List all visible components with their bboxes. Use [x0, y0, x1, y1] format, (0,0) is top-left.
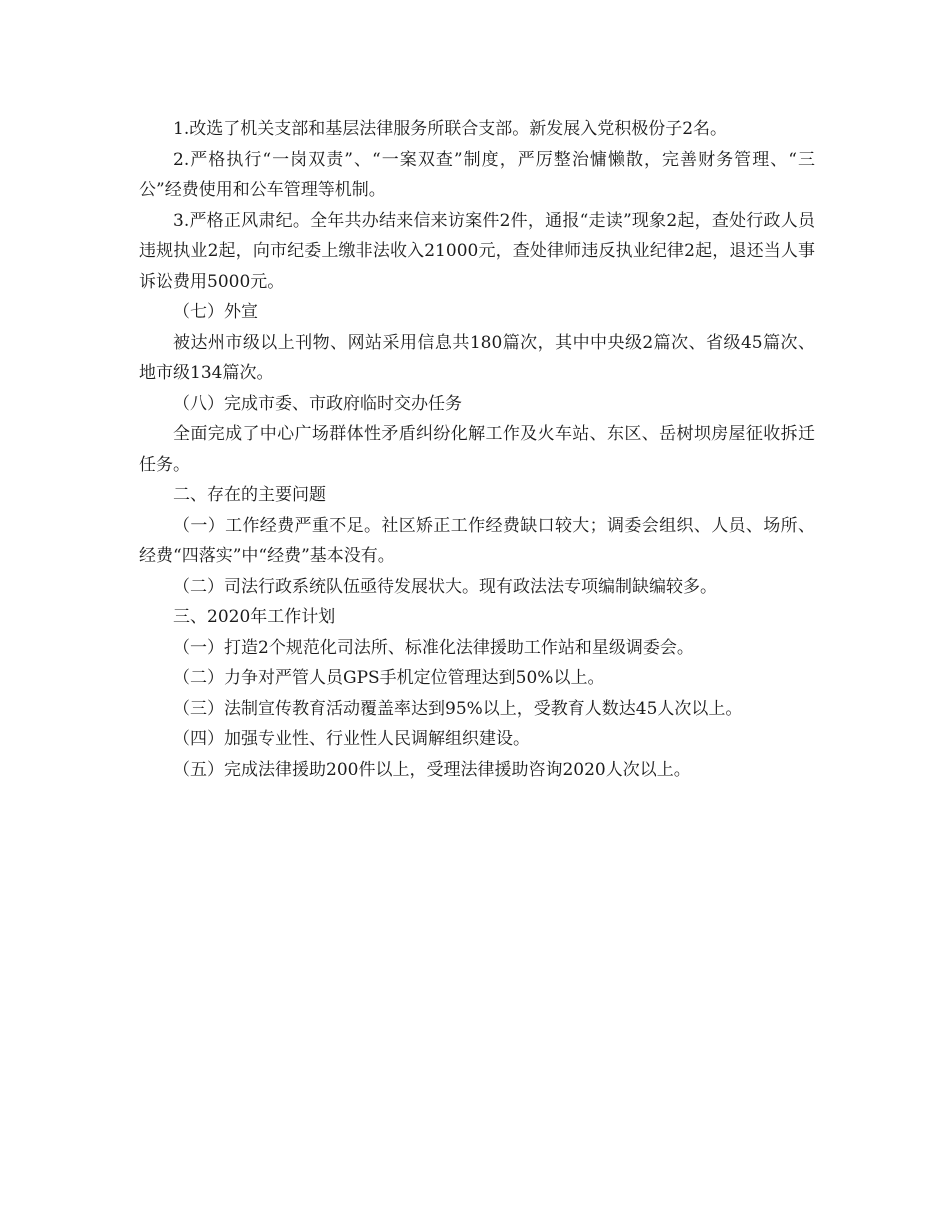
paragraph-problem-staffing: （二）司法行政系统队伍亟待发展状大。现有政法法专项编制缺编较多。	[173, 576, 717, 597]
paragraph-discipline: 3.严格正风肃纪。全年共办结来信来访案件2件，通报“走读”现象2起，查处行政人员违规执业2起，向市纪委上缴非法收入21000元，查处律师违反执业纪律2起，退还当人事诉讼费用5000元。	[139, 210, 815, 292]
section-heading-problems: 二、存在的主要问题	[173, 485, 326, 505]
paragraph-dual-responsibility: 2.严格执行“一岗双责”、“一案双查”制度，严厉整治慵懒散，完善财务管理、“三公”经费使用和公车管理等机制。	[139, 149, 815, 200]
section-heading-temporary-tasks: （八）完成市委、市政府临时交办任务	[173, 393, 462, 414]
paragraph-problem-funding: （一）工作经费严重不足。社区矫正工作经费缺口较大；调委会组织、人员、场所、经费“四落实”中“经费”基本没有。	[139, 515, 815, 566]
plan-item-1: （一）打造2个规范化司法所、标准化法律援助工作站和星级调委会。	[173, 637, 694, 658]
plan-item-4: （四）加强专业性、行业性人民调解组织建设。	[173, 729, 530, 749]
section-heading-plan: 三、2020年工作计划	[173, 607, 336, 627]
paragraph-publicity: 被达州市级以上刊物、网站采用信息共180篇次，其中中央级2篇次、省级45篇次、地市级134篇次。	[139, 332, 815, 383]
paragraph-party-branch: 1.改选了机关支部和基层法律服务所联合支部。新发展入党积极份子2名。	[173, 119, 728, 139]
plan-item-3: （三）法制宣传教育活动覆盖率达到95%以上，受教育人数达45人次以上。	[173, 698, 743, 719]
document-body	[139, 114, 815, 785]
plan-item-5: （五）完成法律援助200件以上，受理法律援助咨询2020人次以上。	[173, 759, 691, 780]
plan-item-2: （二）力争对严管人员GPS手机定位管理达到50%以上。	[173, 668, 605, 688]
section-heading-publicity: （七）外宣	[173, 302, 258, 322]
paragraph-temporary-tasks: 全面完成了中心广场群体性矛盾纠纷化解工作及火车站、东区、岳树坝房屋征收拆迁任务。	[139, 424, 815, 475]
